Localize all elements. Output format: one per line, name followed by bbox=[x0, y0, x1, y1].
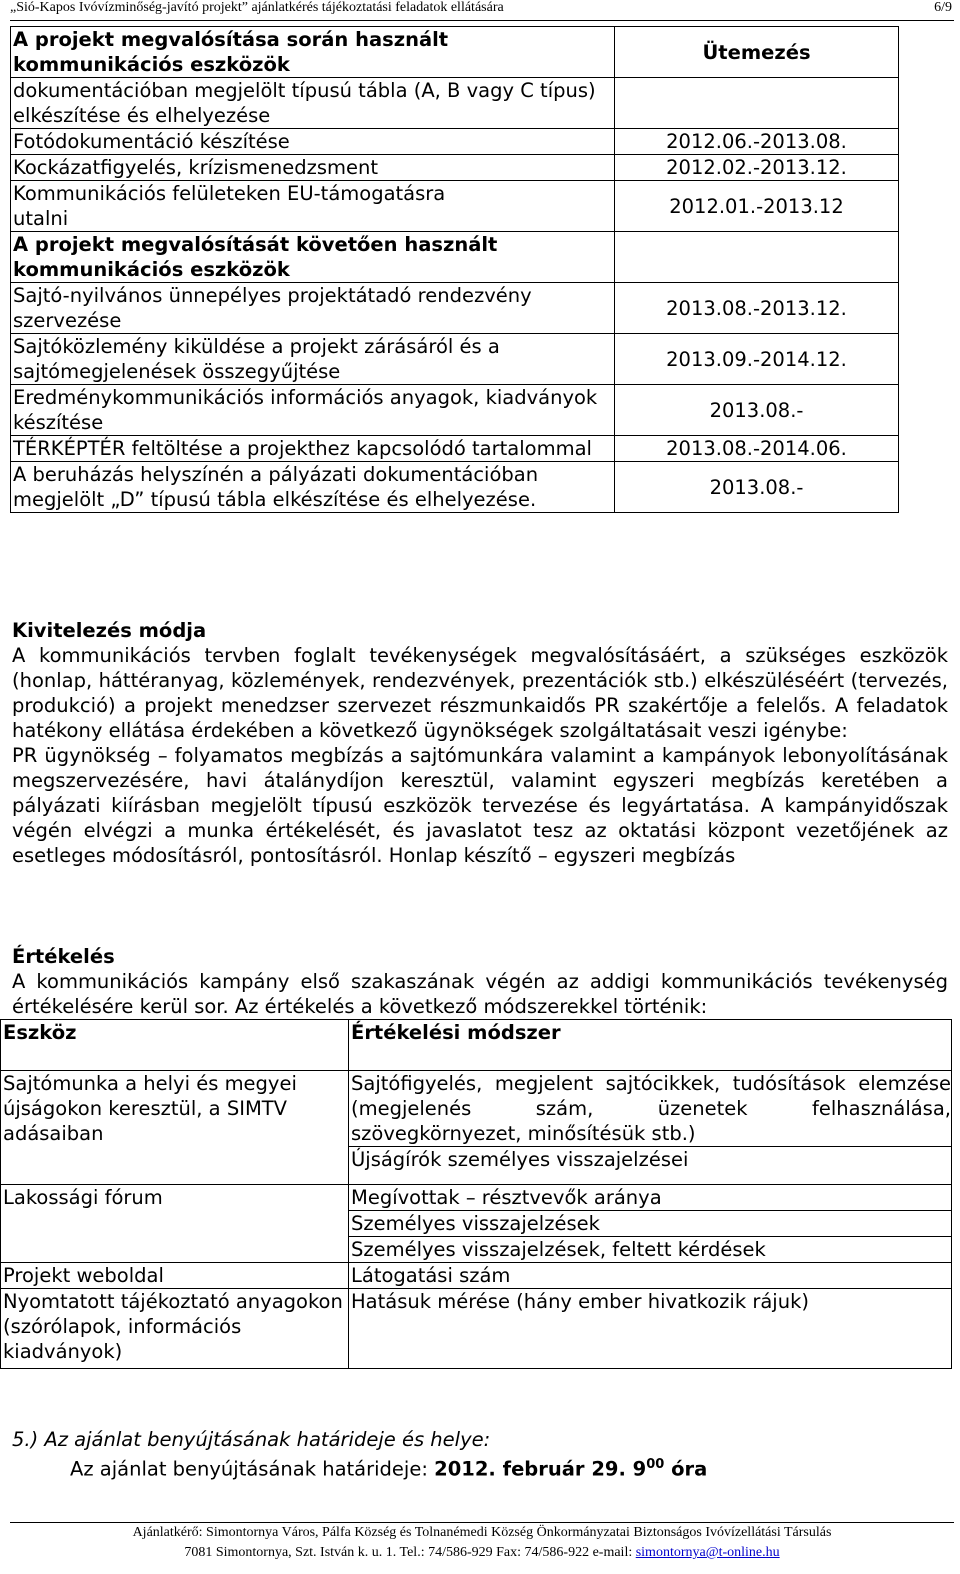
table-row bbox=[1, 1185, 952, 1211]
tool-cell: Projekt weboldal bbox=[1, 1263, 349, 1289]
method-cell: Hatásuk mérése (hány ember hivatkozik rájuk) bbox=[349, 1289, 952, 1369]
page-number: 6/9 bbox=[934, 0, 952, 15]
ertekeles-section bbox=[12, 944, 948, 1019]
deadline-section bbox=[12, 1427, 942, 1482]
task-cell: Eredménykommunikációs információs anyagok, kiadványok készítése bbox=[11, 385, 615, 436]
date-cell: 2013.09.-2014.12. bbox=[615, 334, 899, 385]
deadline-answer bbox=[12, 1452, 942, 1482]
col-header-tool: Eszköz bbox=[1, 1020, 349, 1071]
date-cell: 2012.02.-2013.12. bbox=[615, 155, 899, 181]
email-link[interactable]: simontornya@t-online.hu bbox=[635, 1545, 780, 1560]
col-header-method: Értékelési módszer bbox=[349, 1020, 952, 1071]
deadline-date: 2012. február 29. 9 bbox=[434, 1457, 647, 1481]
date-cell: 2013.08.- bbox=[615, 385, 899, 436]
footer-line-1: Ajánlatkérő: Simontornya Város, Pálfa Község és Tolnanémedi Község Önkormányzatai Biztonságos Ivóvízellátási Társulás bbox=[132, 1525, 832, 1540]
table-row bbox=[1, 1289, 952, 1369]
task-cell: A beruházás helyszínén a pályázati dokumentációban megjelölt „D” típusú tábla elkészítése és elhelyezése. bbox=[11, 462, 615, 513]
method-cell: Személyes visszajelzések bbox=[349, 1211, 952, 1237]
table-row bbox=[1, 1071, 952, 1147]
date-cell bbox=[615, 78, 899, 129]
table-row bbox=[11, 436, 899, 462]
task-cell: dokumentációban megjelölt típusú tábla (A, B vagy C típus) elkészítése és elhelyezése bbox=[11, 78, 615, 129]
schedule-head-right: Ütemezés bbox=[615, 27, 899, 78]
evaluation-table bbox=[0, 1019, 952, 1369]
schedule-head-left: A projekt megvalósítása során használt kommunikációs eszközök bbox=[11, 27, 615, 78]
table-row bbox=[11, 283, 899, 334]
date-cell: 2012.01.-2013.12 bbox=[615, 181, 899, 232]
task-cell: Sajtó-nyilvános ünnepélyes projektátadó rendezvény szervezése bbox=[11, 283, 615, 334]
table-row bbox=[11, 78, 899, 129]
task-cell: Fotódokumentáció készítése bbox=[11, 129, 615, 155]
footer-line-2 bbox=[10, 1543, 954, 1563]
paragraph: A kommunikációs kampány első szakaszának végén az addigi kommunikációs tevékenység értékelésére kerül sor. Az értékelés a következő módszerekkel történik: bbox=[12, 970, 948, 1018]
table-row bbox=[11, 462, 899, 513]
table-row bbox=[11, 129, 899, 155]
date-cell: 2013.08.- bbox=[615, 462, 899, 513]
task-cell: TÉRKÉPTÉR feltöltése a projekthez kapcsolódó tartalommal bbox=[11, 436, 615, 462]
task-cell: Sajtóközlemény kiküldése a projekt zárásáról és a sajtómegjelenések összegyűjtése bbox=[11, 334, 615, 385]
eval-header-row bbox=[1, 1020, 952, 1071]
deadline-unit: óra bbox=[664, 1457, 708, 1481]
task-cell: Kockázatfigyelés, krízismenedzsment bbox=[11, 155, 615, 181]
page-header bbox=[10, 0, 954, 21]
task-cell: Kommunikációs felületeken EU-támogatásra utalni bbox=[11, 181, 615, 232]
deadline-label: Az ajánlat benyújtásának határideje: bbox=[70, 1457, 435, 1481]
tool-cell: Lakossági fórum bbox=[1, 1185, 349, 1263]
section-title: Kivitelezés módja bbox=[12, 619, 207, 642]
date-cell: 2013.08.-2014.06. bbox=[615, 436, 899, 462]
schedule-subheader-row bbox=[11, 232, 899, 283]
schedule-subheader: A projekt megvalósítását követően használt kommunikációs eszközök bbox=[11, 232, 615, 283]
deadline-sup: 00 bbox=[646, 1457, 665, 1472]
header-title: „Sió-Kapos Ivóvízminőség-javító projekt” ajánlatkérés tájékoztatási feladatok ellátására bbox=[10, 0, 504, 15]
table-row bbox=[11, 334, 899, 385]
date-cell: 2013.08.-2013.12. bbox=[615, 283, 899, 334]
method-cell: Megívottak – résztvevők aránya bbox=[349, 1185, 952, 1211]
method-cell: Látogatási szám bbox=[349, 1263, 952, 1289]
method-cell: Személyes visszajelzések, feltett kérdések bbox=[349, 1237, 952, 1263]
schedule-table bbox=[10, 26, 899, 513]
table-row bbox=[1, 1263, 952, 1289]
method-cell: Sajtófigyelés, megjelent sajtócikkek, tudósítások elemzése (megjelenés szám, üzenetek felhasználása, szövegkörnyezet, minősítésük stb.) bbox=[349, 1071, 952, 1147]
tool-cell: Sajtómunka a helyi és megyei újságokon keresztül, a SIMTV adásaiban bbox=[1, 1071, 349, 1185]
deadline-question: 5.) Az ajánlat benyújtásának határideje és helye: bbox=[12, 1428, 491, 1451]
tool-cell: Nyomtatott tájékoztató anyagokon (szórólapok, információs kiadványok) bbox=[1, 1289, 349, 1369]
table-row bbox=[11, 385, 899, 436]
method-cell: Újságírók személyes visszajelzései bbox=[349, 1147, 952, 1185]
empty-cell bbox=[615, 232, 899, 283]
footer-contact: 7081 Simontornya, Szt. István k. u. 1. Tel.: 74/586-929 Fax: 74/586-922 e-mail: bbox=[184, 1545, 636, 1560]
kivitelezes-section bbox=[12, 618, 948, 868]
paragraph: PR ügynökség – folyamatos megbízás a sajtómunkára valamint a kampányok lebonyolításának megszervezésére, havi átalánydíjon keresztül, valamint egyszeri megbízás keretében a pályázati kiírásban megjelölt típusú eszközök tervezése és legyártatása. A kampányidőszak végén elvégzi a munka értékelését, és javaslatot tesz az oktatási központ vezetőjének az esetleges módosításról, pontosításról. Honlap készítő – egyszeri megbízás bbox=[12, 744, 948, 867]
section-title: Értékelés bbox=[12, 945, 115, 968]
paragraph: A kommunikációs tervben foglalt tevékenységek megvalósításáért, a szükséges eszközök (honlap, háttéranyag, közlemények, rendezvények, prezentációk stb.) elkészüléséért (tervezés, produkció) a projekt menedzser szervezet részmunkaidős PR szakértője a felelős. A feladatok hatékony ellátása érdekében a következő ügynökségek szolgáltatásait veszi igénybe: bbox=[12, 644, 948, 742]
table-row bbox=[11, 155, 899, 181]
table-row bbox=[11, 181, 899, 232]
schedule-header-row bbox=[11, 27, 899, 78]
page-footer bbox=[10, 1522, 954, 1563]
date-cell: 2012.06.-2013.08. bbox=[615, 129, 899, 155]
